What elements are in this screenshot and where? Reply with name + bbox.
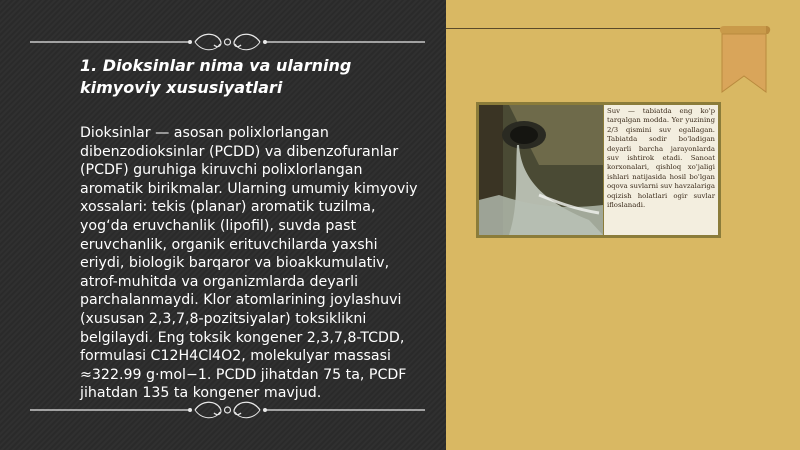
ornament-divider-top xyxy=(30,30,425,54)
slide-title: 1. Dioksinlar nima va ularning kimyoviy xususiyatlari xyxy=(80,56,352,97)
frame-line xyxy=(446,28,736,29)
slide-body-text: Dioksinlar — asosan polixlorlangan dibenzodioksinlar (PCDD) va dibenzofuranlar (PCDF) guruhiga kiruvchi polixlorlangan aromatik birikmalar. Ularning umumiy kimyoviy xossalari: tekis (planar) aromatik tuzilma, yog‘da eruvchanlik (lipofil), suvda past eruvchanlik, organik erituvchilarda yaxshi eriydi, biologik barqaror va bioakkumulativ, atrof-muhitda va organizmlarda deyarli parchalanmaydi. Klor atomlarining joylashuvi (xususan 2,3,7,8-pozitsiyalar) toksiklikni belgilaydi. Eng toksik kongener 2,3,7,8-TCDD, formulasi C12H4Cl4O2, molekulyar massasi ≈322.99 g·mol−1. PCDD jihatdan 75 ta, PCDF jihatdan 135 ta kongener mavjud. xyxy=(80,125,418,402)
polluted-water-image xyxy=(476,102,721,238)
bookmark-icon xyxy=(718,22,772,94)
pipe-discharge-photo xyxy=(479,105,603,235)
scanned-text-excerpt: Suv — tabiatda eng ko'p tarqalgan modda. Yer yuzining 2/3 qismini suv egallagan. Tabiatda sodir bo'ladigan deyarli barcha jarayonlarda suv ishtirok etadi. Sanoat korxonalari, qishloq xo'jaligi ishlari natijasida hosil bo'lgan oqova suvlarni suv havzalariga oqizish holatlari ogir suvlar ifloslanadi. xyxy=(604,105,718,235)
